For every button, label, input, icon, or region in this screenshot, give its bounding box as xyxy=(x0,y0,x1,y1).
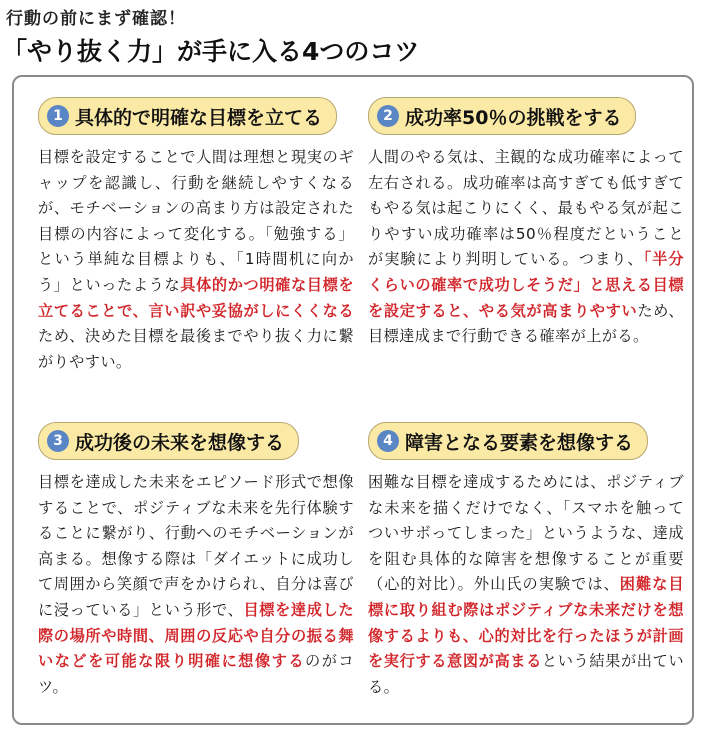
tip-number-badge: 1 xyxy=(47,105,69,127)
tip-body xyxy=(368,145,684,350)
tip-heading-text: 成功率50％の挑戦をする xyxy=(405,106,622,129)
tips-panel xyxy=(12,75,694,725)
tip-card-2 xyxy=(368,97,684,350)
tip-text: 人間のやる気は、主観的な成功確率によって左右される。成功確率は高すぎても低すぎてもやる気は起こりにくく、最もやる気が起こりやすい成功確率は50％程度だということが実験により判明している。つまり、 xyxy=(368,148,684,269)
tip-highlight: 目標を達成した際の場所や時間、周囲の反応や自分の振る舞いなどを可能な限り明確に想像する xyxy=(38,600,354,671)
tip-heading xyxy=(38,97,337,135)
tip-heading-text: 具体的で明確な目標を立てる xyxy=(75,106,323,129)
tip-heading-text: 成功後の未来を想像する xyxy=(75,431,285,454)
tip-highlight: 「半分くらいの確率で成功しそうだ」と思える目標を設定すると、やる気が高まりやすい xyxy=(368,250,684,320)
tip-number-badge: 2 xyxy=(377,105,399,127)
tip-text: ため、決めた目標を最後までやり抜く力に繋がりやすい。 xyxy=(38,327,354,371)
tip-text: という結果が出ている。 xyxy=(368,652,684,696)
tip-text: のがコツ。 xyxy=(38,652,354,696)
tip-text: 目標を達成した未来をエピソード形式で想像することで、ポジティブな未来を先行体験することに繋がり、行動へのモチベーションが高まる。想像する際は「ダイエットに成功して周囲から笑顔で声をかけられ、自分は喜びに浸っている」という形で、 xyxy=(38,473,354,619)
tip-card-3 xyxy=(38,422,354,700)
tip-body xyxy=(38,145,354,375)
tip-number-badge: 3 xyxy=(47,430,69,452)
tip-highlight: 困難な目標に取り組む際はポジティブな未来だけを想像するよりも、心的対比を行ったほうが計画を実行する意図が高まる xyxy=(368,575,684,671)
tip-text: 目標を設定することで人間は理想と現実のギャップを認識し、行動を継続しやすくなるが、モチベーションの高まり方は設定された目標の内容によって変化する。「勉強する」という単純な目標よりも、「1時間机に向かう」といったような xyxy=(38,148,354,294)
tip-card-4 xyxy=(368,422,684,700)
tip-highlight: 具体的かつ明確な目標を立てることで、言い訳や妥協がしにくくなる xyxy=(38,275,354,320)
tip-heading xyxy=(368,97,636,135)
page-subtitle: 行動の前にまず確認！ xyxy=(6,9,186,29)
tip-text: ため、目標達成まで行動できる確率が上がる。 xyxy=(368,301,684,346)
tip-heading xyxy=(38,422,299,460)
tip-text: 困難な目標を達成するためには、ポジティブな未来を描くだけでなく、「スマホを触ってついサボってしまった」というような、達成を阻む具体的な障害を想像することが重要（心的対比）。外山氏の実験では、 xyxy=(368,473,684,594)
tip-body xyxy=(368,470,684,700)
page-title: 「やり抜く力」が手に入る4つのコツ xyxy=(2,37,420,66)
tip-body xyxy=(38,470,354,700)
tip-number-badge: 4 xyxy=(377,430,399,452)
tip-heading-text: 障害となる要素を想像する xyxy=(405,431,634,454)
tip-card-1 xyxy=(38,97,354,375)
tip-heading xyxy=(368,422,648,460)
